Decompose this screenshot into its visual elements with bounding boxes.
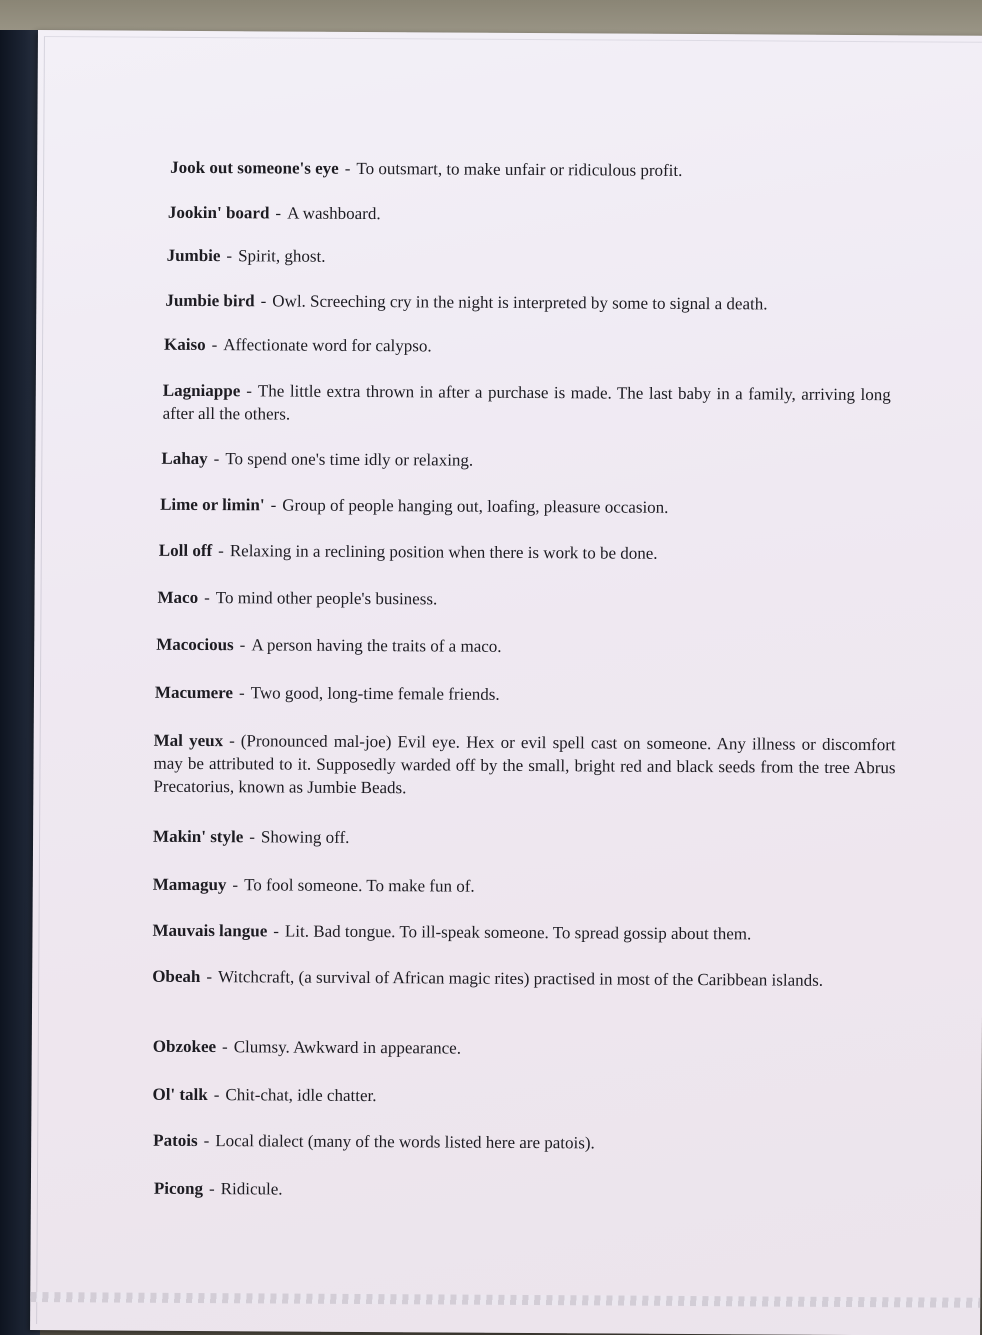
entry-separator: - bbox=[239, 635, 246, 655]
entry-definition: Owl. Screeching cry in the night is interpreted by some to signal a death. bbox=[272, 291, 768, 314]
entry-separator: - bbox=[211, 335, 218, 355]
glossary-page bbox=[30, 30, 982, 1335]
entry-term: Makin' style bbox=[153, 826, 244, 847]
entry-term: Macumere bbox=[154, 682, 234, 703]
entry-separator: - bbox=[260, 291, 267, 311]
entry-separator: - bbox=[232, 875, 239, 895]
entry-definition: Chit-chat, idle chatter. bbox=[225, 1085, 377, 1106]
glossary-entry bbox=[156, 633, 501, 658]
entry-definition: Relaxing in a reclining position when there is work to be done. bbox=[229, 541, 658, 563]
glossary-entry bbox=[161, 447, 473, 472]
entry-term: Lime or limin' bbox=[160, 494, 265, 515]
glossary-entry bbox=[153, 825, 349, 849]
entry-separator: - bbox=[344, 158, 351, 178]
glossary-entry bbox=[153, 1035, 461, 1060]
glossary-entry bbox=[164, 333, 432, 358]
entry-term: Ol' talk bbox=[152, 1084, 208, 1105]
entry-term: Jumbie bird bbox=[165, 290, 255, 311]
entry-separator: - bbox=[213, 449, 220, 469]
entry-term: Macocious bbox=[156, 634, 234, 655]
entry-term: Jook out someone's eye bbox=[170, 157, 339, 178]
entry-separator: - bbox=[204, 588, 210, 608]
entry-definition: To outsmart, to make unfair or ridiculous profit. bbox=[356, 158, 683, 180]
entry-separator: - bbox=[206, 967, 213, 987]
entry-term: Jookin' board bbox=[167, 202, 270, 223]
glossary-entry bbox=[152, 1083, 376, 1107]
entry-term: Jumbie bbox=[166, 245, 221, 266]
entry-separator: - bbox=[222, 1037, 228, 1057]
entry-definition: To fool someone. To make fun of. bbox=[244, 875, 475, 896]
entry-definition: To spend one's time idly or relaxing. bbox=[225, 449, 474, 470]
glossary-entry bbox=[152, 965, 897, 993]
entry-definition: Local dialect (many of the words listed here are patois). bbox=[215, 1131, 595, 1153]
entry-term: Obeah bbox=[152, 966, 201, 987]
entry-term: Lahay bbox=[161, 448, 208, 469]
entry-separator: - bbox=[213, 1085, 220, 1105]
entry-term: Lagniappe bbox=[162, 380, 241, 401]
glossary-entry bbox=[154, 1177, 283, 1201]
entry-definition: Two good, long-time female friends. bbox=[250, 683, 500, 704]
glossary-entry bbox=[160, 493, 668, 519]
entry-separator: - bbox=[238, 683, 245, 703]
glossary-entry bbox=[157, 586, 437, 611]
entry-term: Patois bbox=[153, 1130, 198, 1150]
entry-term: Kaiso bbox=[164, 334, 206, 355]
glossary-list bbox=[30, 30, 982, 1335]
entry-separator: - bbox=[249, 827, 256, 847]
entry-definition: (Pronounced mal-joe) Evil eye. Hex or evil spell cast on someone. Any illness or discomfort may be attributed to it. Supposedly warded off by the small, bright red and black seeds from the tree Abrus Precatorius, known as Jumbie Beads. bbox=[153, 731, 896, 798]
entry-term: Mamaguy bbox=[152, 874, 227, 895]
glossary-entry bbox=[159, 539, 658, 565]
entry-definition: Witchcraft, (a survival of African magic rites) practised in most of the Caribbean islands. bbox=[218, 967, 824, 990]
glossary-entry bbox=[168, 201, 381, 225]
glossary-entry bbox=[153, 1129, 595, 1155]
entry-definition: To mind other people's business. bbox=[215, 588, 438, 609]
glossary-entry bbox=[153, 729, 895, 803]
entry-separator: - bbox=[218, 541, 224, 561]
entry-separator: - bbox=[275, 203, 282, 223]
entry-term: Loll off bbox=[158, 540, 213, 561]
glossary-entry bbox=[165, 289, 767, 316]
entry-definition: Affectionate word for calypso. bbox=[223, 335, 432, 356]
entry-term: Picong bbox=[153, 1178, 204, 1199]
entry-definition: The little extra thrown in after a purchase is made. The last baby in a family, arriving long after all the others. bbox=[162, 381, 891, 424]
glossary-entry bbox=[170, 156, 682, 182]
entry-separator: - bbox=[229, 731, 235, 751]
glossary-entry bbox=[163, 379, 891, 429]
entry-term: Maco bbox=[157, 587, 199, 607]
entry-definition: Spirit, ghost. bbox=[238, 246, 326, 266]
entry-term: Mauvais langue bbox=[152, 920, 268, 941]
entry-definition: A washboard. bbox=[287, 203, 381, 224]
glossary-entry bbox=[167, 244, 326, 268]
entry-separator: - bbox=[203, 1131, 210, 1151]
entry-separator: - bbox=[273, 921, 280, 941]
entry-definition: A person having the traits of a maco. bbox=[251, 635, 502, 656]
entry-separator: - bbox=[226, 246, 233, 266]
entry-definition: Ridicule. bbox=[220, 1179, 283, 1199]
entry-term: Obzokee bbox=[152, 1036, 217, 1057]
entry-definition: Clumsy. Awkward in appearance. bbox=[233, 1037, 462, 1058]
glossary-entry bbox=[152, 919, 751, 946]
entry-definition: Group of people hanging out, loafing, pleasure occasion. bbox=[282, 495, 669, 517]
entry-separator: - bbox=[270, 495, 277, 515]
entry-definition: Lit. Bad tongue. To ill-speak someone. To spread gossip about them. bbox=[284, 921, 752, 944]
entry-term: Mal yeux bbox=[153, 730, 224, 751]
entry-definition: Showing off. bbox=[260, 827, 350, 847]
glossary-entry bbox=[155, 681, 500, 706]
entry-separator: - bbox=[246, 381, 253, 401]
entry-separator: - bbox=[208, 1179, 215, 1199]
glossary-entry bbox=[153, 873, 475, 898]
